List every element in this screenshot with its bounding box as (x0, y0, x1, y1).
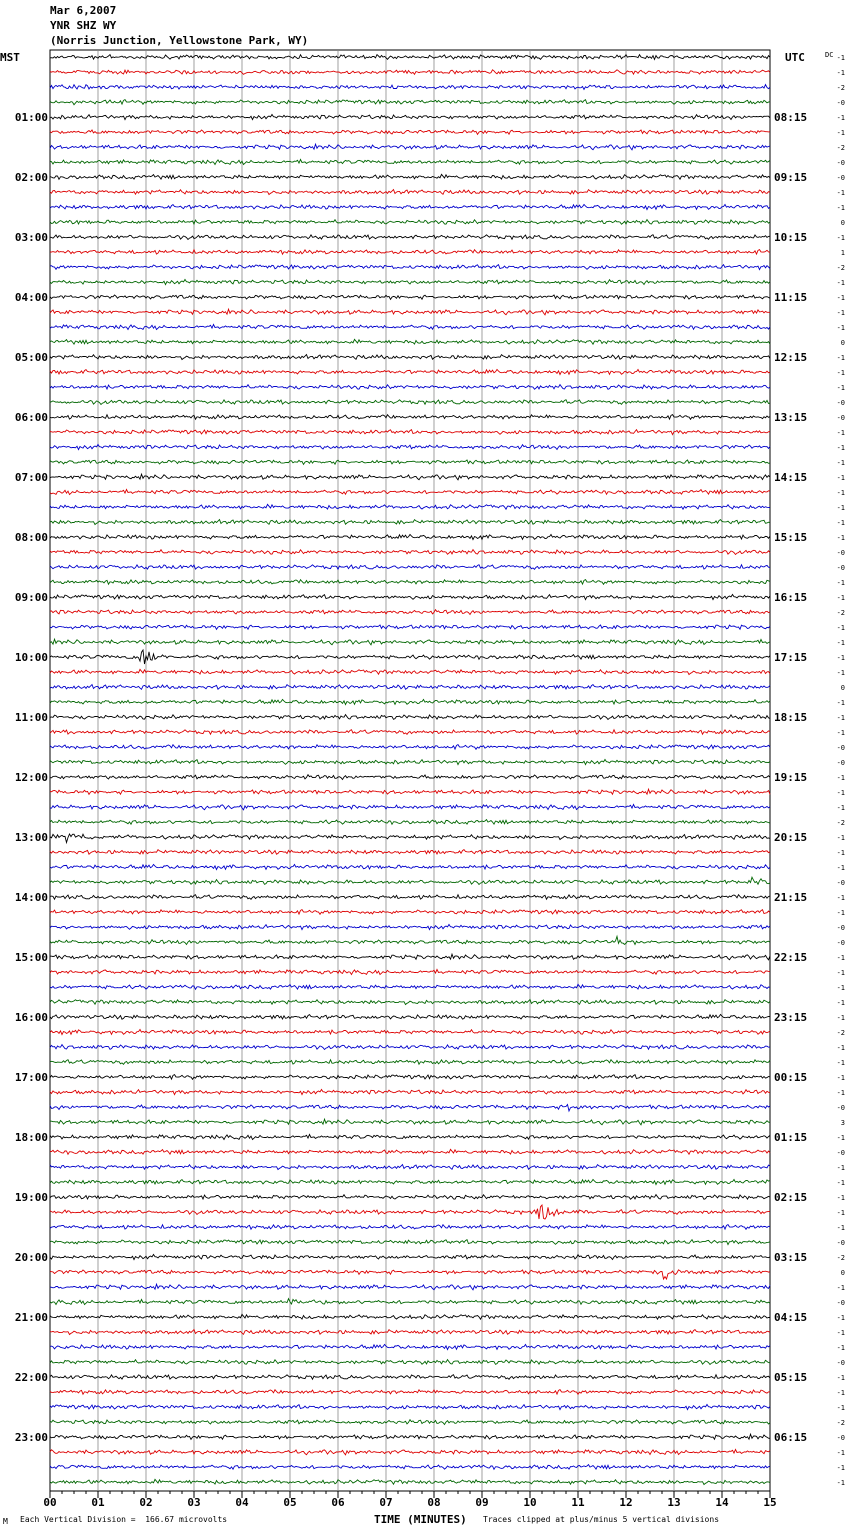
dc-offset-label: -2 (836, 84, 845, 92)
dc-offset-label: -1 (836, 54, 845, 62)
dc-offset-label: -1 (836, 909, 845, 917)
mst-hour-label: 04:00 (14, 291, 48, 304)
dc-offset-label: -1 (836, 204, 845, 212)
mst-hour-label: 06:00 (14, 411, 48, 424)
seismic-trace (50, 1075, 770, 1080)
seismic-trace (50, 984, 770, 989)
mst-hour-label: 15:00 (14, 951, 48, 964)
seismic-trace (50, 1360, 770, 1365)
dc-offset-label: -1 (836, 789, 845, 797)
seismic-trace (50, 220, 770, 225)
seismic-trace (50, 1135, 770, 1140)
dc-offset-label: -1 (836, 1479, 845, 1487)
mst-axis-label: MST (0, 51, 20, 64)
dc-offset-label: -1 (836, 624, 845, 632)
seismic-trace (50, 1180, 770, 1185)
seismic-trace (50, 1045, 770, 1050)
dc-offset-label: -0 (836, 159, 845, 167)
dc-offset-label: -1 (836, 1374, 845, 1382)
mst-hour-label: 14:00 (14, 891, 48, 904)
dc-offset-label: -0 (836, 1434, 845, 1442)
mst-hour-label: 18:00 (14, 1131, 48, 1144)
dc-offset-label: -2 (836, 609, 845, 617)
seismic-trace (50, 385, 770, 390)
dc-offset-label: -1 (836, 849, 845, 857)
dc-offset-label: -1 (836, 384, 845, 392)
dc-offset-label: -1 (836, 444, 845, 452)
mst-hour-label: 23:00 (14, 1431, 48, 1444)
x-tick-label: 14 (715, 1496, 729, 1509)
seismic-trace (50, 1165, 770, 1170)
seismic-trace (50, 650, 770, 664)
footer-scale-note: Each Vertical Division = 166.67 microvolts (20, 1515, 228, 1524)
seismic-trace (50, 160, 770, 165)
x-tick-label: 08 (427, 1496, 441, 1509)
dc-offset-label: -1 (836, 1134, 845, 1142)
seismic-trace (50, 85, 770, 90)
dc-offset-label: -1 (836, 594, 845, 602)
dc-offset-label: -0 (836, 414, 845, 422)
dc-offset-label: -1 (836, 504, 845, 512)
dc-offset-label: -1 (836, 114, 845, 122)
mst-hour-label: 03:00 (14, 231, 48, 244)
dc-offset-label: 0 (840, 219, 845, 227)
dc-offset-label: -1 (836, 324, 845, 332)
dc-offset-label: -1 (836, 1089, 845, 1097)
dc-offset-label: -1 (836, 1014, 845, 1022)
footer-clip-note: Traces clipped at plus/minus 5 vertical divisions (483, 1515, 720, 1524)
dc-offset-label: 3 (840, 1119, 845, 1127)
dc-offset-label: -1 (836, 1344, 845, 1352)
dc-offset-label: -1 (836, 69, 845, 77)
mst-hour-label: 10:00 (14, 651, 48, 664)
dc-offset-label: -1 (836, 459, 845, 467)
seismic-trace (50, 1390, 770, 1395)
dc-offset-label: -1 (836, 489, 845, 497)
seismic-trace (50, 1284, 770, 1290)
dc-offset-label: -1 (836, 519, 845, 527)
dc-offset-label: -1 (836, 699, 845, 707)
utc-hour-label: 02:15 (774, 1191, 808, 1204)
dc-offset-label: -1 (836, 774, 845, 782)
utc-hour-label: 21:15 (774, 891, 808, 904)
utc-hour-label: 04:15 (774, 1311, 808, 1324)
dc-offset-label: -0 (836, 939, 845, 947)
dc-offset-label: -1 (836, 1194, 845, 1202)
utc-hour-label: 20:15 (774, 831, 808, 844)
seismic-trace (50, 535, 770, 540)
dc-offset-label: -2 (836, 819, 845, 827)
dc-offset-label: -0 (836, 99, 845, 107)
x-axis-title: TIME (MINUTES) (374, 1513, 467, 1526)
dc-offset-label: -1 (836, 894, 845, 902)
utc-hour-label: 18:15 (774, 711, 808, 724)
seismic-trace (50, 1330, 770, 1335)
dc-offset-label: -1 (836, 639, 845, 647)
dc-offset-label: -1 (836, 1179, 845, 1187)
dc-offset-label: -1 (836, 474, 845, 482)
utc-hour-label: 13:15 (774, 411, 808, 424)
dc-offset-label: -1 (836, 1224, 845, 1232)
dc-offset-label: 0 (840, 1269, 845, 1277)
utc-hour-label: 23:15 (774, 1011, 808, 1024)
dc-offset-label: -1 (836, 1209, 845, 1217)
mst-hour-label: 09:00 (14, 591, 48, 604)
seismic-trace (50, 339, 770, 344)
dc-offset-label: -1 (836, 654, 845, 662)
seismic-trace (50, 954, 770, 960)
seismic-trace (50, 1434, 770, 1439)
seismic-trace (50, 55, 770, 60)
seismic-trace (50, 295, 770, 299)
seismic-trace (50, 415, 770, 420)
dc-offset-label: -2 (836, 1254, 845, 1262)
mst-hour-label: 05:00 (14, 351, 48, 364)
dc-offset-label: -1 (836, 864, 845, 872)
seismic-trace (50, 685, 770, 690)
dc-offset-label: -0 (836, 399, 845, 407)
seismic-trace (50, 1405, 770, 1410)
x-tick-label: 07 (379, 1496, 393, 1509)
seismic-trace (50, 1465, 770, 1470)
seismic-trace (50, 400, 770, 405)
utc-hour-label: 06:15 (774, 1431, 808, 1444)
dc-offset-label: -1 (836, 1044, 845, 1052)
seismic-trace (50, 1375, 770, 1380)
dc-offset-label: -1 (836, 129, 845, 137)
dc-offset-label: -1 (836, 309, 845, 317)
dc-offset-label: -0 (836, 1359, 845, 1367)
dc-offset-label: -0 (836, 1149, 845, 1157)
mst-hour-label: 16:00 (14, 1011, 48, 1024)
x-tick-label: 02 (139, 1496, 153, 1509)
dc-offset-label: -1 (836, 234, 845, 242)
seismic-trace (50, 144, 770, 150)
dc-offset-label: -1 (836, 804, 845, 812)
seismic-trace (50, 1345, 770, 1350)
dc-offset-label: -0 (836, 759, 845, 767)
seismic-trace (50, 250, 770, 255)
header-date: Mar 6,2007 (50, 4, 117, 17)
mst-hour-label: 13:00 (14, 831, 48, 844)
seismic-trace (50, 70, 770, 75)
x-tick-label: 11 (571, 1496, 585, 1509)
seismic-trace (50, 580, 770, 585)
seismic-trace (50, 174, 770, 179)
dc-offset-label: -0 (836, 1239, 845, 1247)
seismic-trace (50, 1450, 770, 1455)
dc-offset-label: -2 (836, 1029, 845, 1037)
seismic-trace (50, 504, 770, 509)
mst-hour-label: 19:00 (14, 1191, 48, 1204)
header-location: (Norris Junction, Yellowstone Park, WY) (50, 34, 309, 47)
utc-axis-label: UTC (785, 51, 805, 64)
dc-offset-label: -1 (836, 669, 845, 677)
seismic-trace (50, 1060, 770, 1065)
seismic-trace (50, 190, 770, 195)
seismic-trace (50, 115, 770, 120)
dc-offset-label: -0 (836, 174, 845, 182)
mst-hour-label: 20:00 (14, 1251, 48, 1264)
utc-hour-label: 12:15 (774, 351, 808, 364)
x-tick-label: 00 (43, 1496, 57, 1509)
mst-hour-label: 07:00 (14, 471, 48, 484)
dc-offset-label: -1 (836, 1314, 845, 1322)
seismic-trace (50, 775, 770, 780)
dc-offset-label: -2 (836, 1419, 845, 1427)
dc-offset-label: -1 (836, 189, 845, 197)
seismic-trace (50, 895, 770, 900)
seismic-trace (50, 325, 770, 330)
dc-offset-label: -0 (836, 1104, 845, 1112)
dc-offset-label: -1 (836, 369, 845, 377)
seismic-trace (50, 936, 770, 944)
utc-hour-label: 05:15 (774, 1371, 808, 1384)
utc-hour-label: 15:15 (774, 531, 808, 544)
seismic-trace (50, 820, 770, 825)
utc-hour-label: 00:15 (774, 1071, 808, 1084)
seismic-trace (50, 1090, 770, 1095)
utc-hour-label: 22:15 (774, 951, 808, 964)
seismic-trace (50, 1255, 770, 1260)
seismic-trace (50, 715, 770, 720)
seismic-trace (50, 625, 770, 629)
mst-hour-label: 12:00 (14, 771, 48, 784)
seismic-trace (50, 834, 770, 843)
dc-offset-label: -2 (836, 264, 845, 272)
seismic-trace (50, 1149, 770, 1154)
dc-offset-label: -1 (836, 1284, 845, 1292)
dc-offset-label: -1 (836, 1404, 845, 1412)
utc-hour-label: 08:15 (774, 111, 808, 124)
dc-offset-label: -1 (836, 1389, 845, 1397)
x-tick-label: 04 (235, 1496, 249, 1509)
utc-hour-label: 16:15 (774, 591, 808, 604)
x-tick-label: 03 (187, 1496, 201, 1509)
dc-offset-label: -1 (836, 834, 845, 842)
utc-hour-label: 09:15 (774, 171, 808, 184)
mst-hour-label: 22:00 (14, 1371, 48, 1384)
dc-offset-label: -1 (836, 1329, 845, 1337)
seismic-trace (50, 235, 770, 240)
seismic-trace (50, 925, 770, 930)
seismic-trace (50, 1000, 770, 1005)
x-tick-label: 06 (331, 1496, 345, 1509)
seismic-trace (50, 760, 770, 765)
seismic-trace (50, 700, 770, 705)
seismic-trace (50, 205, 770, 210)
seismic-trace (50, 460, 770, 464)
seismic-trace (50, 789, 770, 794)
seismic-trace (50, 805, 770, 810)
seismic-trace (50, 445, 770, 450)
seismic-trace (50, 1240, 770, 1245)
dc-offset-label: -1 (836, 714, 845, 722)
dc-offset-label: -1 (836, 1074, 845, 1082)
seismic-trace (50, 610, 770, 615)
seismic-trace (50, 1205, 770, 1219)
seismic-trace (50, 1030, 770, 1035)
seismic-trace (50, 355, 770, 360)
seismic-trace (50, 490, 770, 495)
footer-corner-mark: M (3, 1517, 8, 1526)
dc-offset-label: -0 (836, 564, 845, 572)
dc-offset-label: -1 (836, 279, 845, 287)
dc-offset-label: -1 (836, 294, 845, 302)
seismic-trace (50, 1015, 770, 1020)
utc-hour-label: 10:15 (774, 231, 808, 244)
dc-offset-label: 0 (840, 684, 845, 692)
dc-offset-label: -1 (836, 984, 845, 992)
seismic-trace (50, 550, 770, 555)
seismic-trace (50, 130, 770, 134)
dc-offset-label: 0 (840, 339, 845, 347)
seismic-trace (50, 309, 770, 315)
dc-offset-label: 1 (840, 249, 845, 257)
seismic-trace (50, 565, 770, 570)
dc-label: DC (825, 51, 834, 59)
seismic-trace (50, 730, 770, 735)
dc-offset-label: -1 (836, 1464, 845, 1472)
seismic-trace (50, 265, 770, 270)
seismic-trace (50, 1270, 770, 1279)
dc-offset-label: -1 (836, 579, 845, 587)
utc-hour-label: 17:15 (774, 651, 808, 664)
x-tick-label: 09 (475, 1496, 489, 1509)
mst-hour-label: 21:00 (14, 1311, 48, 1324)
utc-hour-label: 14:15 (774, 471, 808, 484)
mst-hour-label: 11:00 (14, 711, 48, 724)
header-station: YNR SHZ WY (50, 19, 117, 32)
dc-offset-label: -0 (836, 744, 845, 752)
mst-hour-label: 02:00 (14, 171, 48, 184)
dc-offset-label: -1 (836, 954, 845, 962)
dc-offset-label: -1 (836, 354, 845, 362)
seismic-trace (50, 430, 770, 435)
seismic-trace (50, 370, 770, 375)
x-tick-label: 12 (619, 1496, 633, 1509)
dc-offset-label: -1 (836, 429, 845, 437)
mst-hour-label: 17:00 (14, 1071, 48, 1084)
seismic-trace (50, 595, 770, 600)
seismic-trace (50, 850, 770, 855)
seismic-trace (50, 100, 770, 105)
seismic-trace (50, 910, 770, 915)
mst-hour-label: 01:00 (14, 111, 48, 124)
seismic-trace (50, 669, 770, 674)
x-tick-label: 15 (763, 1496, 777, 1509)
utc-hour-label: 01:15 (774, 1131, 808, 1144)
seismic-trace (50, 970, 770, 975)
seismic-trace (50, 1105, 770, 1112)
dc-offset-label: -0 (836, 879, 845, 887)
dc-offset-label: -0 (836, 1299, 845, 1307)
seismic-trace (50, 1420, 770, 1425)
dc-offset-label: -1 (836, 534, 845, 542)
dc-offset-label: -1 (836, 1449, 845, 1457)
seismic-trace (50, 877, 770, 884)
mst-hour-label: 08:00 (14, 531, 48, 544)
seismic-trace (50, 865, 770, 870)
seismic-trace (50, 520, 770, 525)
dc-offset-label: -1 (836, 729, 845, 737)
utc-hour-label: 19:15 (774, 771, 808, 784)
dc-offset-label: -0 (836, 924, 845, 932)
x-tick-label: 01 (91, 1496, 105, 1509)
seismic-trace (50, 474, 770, 480)
dc-offset-label: -2 (836, 144, 845, 152)
dc-offset-label: -0 (836, 549, 845, 557)
x-tick-label: 13 (667, 1496, 681, 1509)
dc-offset-label: -1 (836, 1164, 845, 1172)
x-tick-label: 05 (283, 1496, 297, 1509)
dc-offset-label: -1 (836, 999, 845, 1007)
utc-hour-label: 03:15 (774, 1251, 808, 1264)
seismic-trace (50, 1479, 770, 1484)
x-tick-label: 10 (523, 1496, 537, 1509)
dc-offset-label: -1 (836, 1059, 845, 1067)
seismic-trace (50, 1225, 770, 1230)
utc-hour-label: 11:15 (774, 291, 808, 304)
dc-offset-label: -1 (836, 969, 845, 977)
seismic-trace (50, 639, 770, 645)
seismic-trace (50, 1119, 770, 1125)
seismic-trace (50, 1195, 770, 1200)
seismic-trace (50, 280, 770, 285)
seismic-trace (50, 1299, 770, 1305)
seismic-trace (50, 745, 770, 750)
seismic-trace (50, 1314, 770, 1319)
